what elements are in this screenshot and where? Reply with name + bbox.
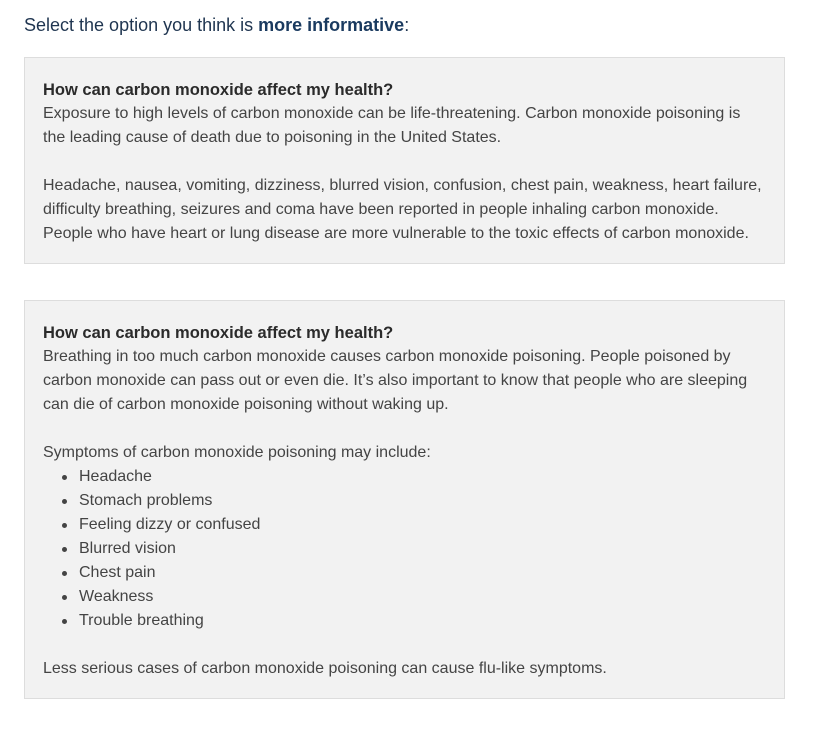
- symptom-item: Trouble breathing: [79, 609, 766, 633]
- instruction-emphasis: more informative: [258, 15, 405, 35]
- option-b-closing: Less serious cases of carbon monoxide poisoning can cause flu-like symptoms.: [43, 660, 607, 677]
- symptom-item: Weakness: [79, 585, 766, 609]
- option-a-card[interactable]: [24, 57, 785, 264]
- option-b-card[interactable]: [24, 300, 785, 699]
- option-a-question: How can carbon monoxide affect my health?: [43, 81, 394, 99]
- option-b-paragraph-1: Breathing in too much carbon monoxide causes carbon monoxide poisoning. People poisoned by carbon monoxide can pass out or even die. It’s also important to know that people who are sleeping can die of carbon monoxide poisoning without waking up.: [43, 348, 748, 413]
- option-b-question: How can carbon monoxide affect my health?: [43, 324, 394, 342]
- symptom-item: Blurred vision: [79, 537, 766, 561]
- symptom-item: Chest pain: [79, 561, 766, 585]
- option-a-paragraph-1: Exposure to high levels of carbon monoxide can be life-threatening. Carbon monoxide poisoning is the leading cause of death due to poisoning in the United States.: [43, 105, 741, 146]
- symptoms-list: [43, 465, 766, 633]
- symptom-item: Stomach problems: [79, 489, 766, 513]
- instruction-prefix: Select the option you think is: [24, 15, 259, 35]
- instruction-suffix: :: [404, 15, 410, 35]
- symptom-item: Feeling dizzy or confused: [79, 513, 766, 537]
- option-b-symptoms-intro: Symptoms of carbon monoxide poisoning may include:: [43, 444, 431, 461]
- instruction-text: [24, 12, 409, 38]
- option-a-paragraph-2: Headache, nausea, vomiting, dizziness, blurred vision, confusion, chest pain, weakness, heart failure, difficulty breathing, seizures and coma have been reported in people inhaling carbon monoxide. People who have heart or lung disease are more vulnerable to the toxic effects of carbon monoxide.: [43, 177, 762, 242]
- symptom-item: Headache: [79, 465, 766, 489]
